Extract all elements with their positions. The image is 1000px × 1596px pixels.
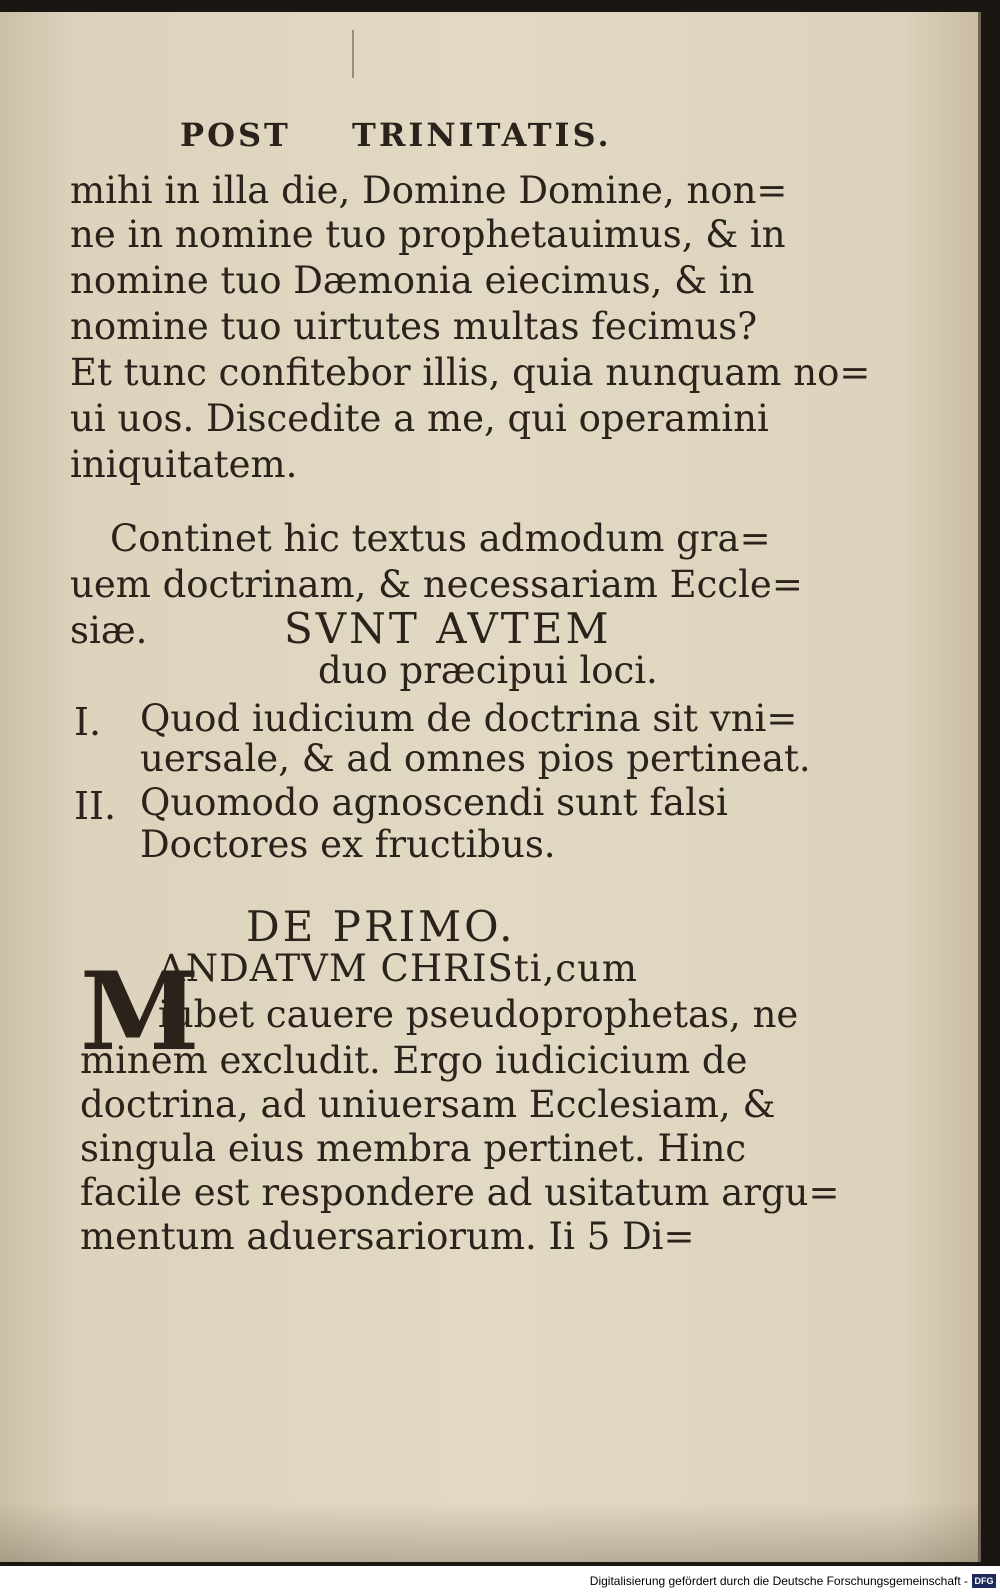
- page-mark: [352, 30, 354, 78]
- text-line: iubet cauere pseudoprophetas, ne: [158, 993, 799, 1036]
- list-item-line: Quomodo agnoscendi sunt falsi: [140, 781, 728, 824]
- section-first-line: ANDATVM CHRISti,cum: [158, 947, 639, 990]
- header-right: TRINITATIS.: [352, 116, 612, 154]
- text-line: uem doctrinam, & necessariam Eccle=: [70, 563, 803, 606]
- header-left: POST: [180, 116, 291, 154]
- list-number: I.: [74, 700, 102, 744]
- text-line: Continet hic textus admodum gra=: [110, 517, 771, 560]
- text-line: singula eius membra pertinet. Hinc: [80, 1127, 747, 1170]
- dfg-logo: DFG: [972, 1574, 996, 1588]
- text-line: iniquitatem.: [70, 443, 298, 486]
- list-item-line: Quod iudicium de doctrina sit vni=: [140, 697, 798, 740]
- text-line: duo præcipui loci.: [318, 649, 658, 692]
- sunt-autem-heading: SVNT AVTEM: [284, 604, 612, 653]
- text-line: Et tunc confitebor illis, quia nunquam no=: [70, 351, 871, 394]
- running-header: [180, 116, 680, 160]
- list-item-line: uersale, & ad omnes pios pertineat.: [140, 737, 811, 780]
- text-line: mihi in illa die, Domine Domine, non=: [70, 169, 788, 212]
- text-line: doctrina, ad uniuersam Ecclesiam, &: [80, 1083, 776, 1126]
- text-line: minem excludit. Ergo iudicicium de: [80, 1039, 748, 1082]
- drop-cap: M: [80, 949, 200, 1075]
- text-line: mentum aduersariorum. Ii 5 Di=: [80, 1215, 695, 1258]
- list-number: II.: [74, 784, 117, 828]
- text-line: ne in nomine tuo prophetauimus, & in: [70, 213, 786, 256]
- book-page: [0, 12, 981, 1562]
- funding-credit: Digitalisierung gefördert durch die Deutsche Forschungsgemeinschaft -: [589, 1574, 968, 1588]
- text-line: facile est respondere ad usitatum argu=: [80, 1171, 840, 1214]
- footer-bar: [0, 1566, 1000, 1596]
- text-line: nomine tuo Dæmonia eiecimus, & in: [70, 259, 755, 302]
- list-item-line: Doctores ex fructibus.: [140, 823, 556, 866]
- text-line: siæ.: [70, 609, 148, 652]
- section-title: DE PRIMO.: [246, 902, 516, 951]
- text-line: nomine tuo uirtutes multas fecimus?: [70, 305, 758, 348]
- text-line: ui uos. Discedite a me, qui operamini: [70, 397, 769, 440]
